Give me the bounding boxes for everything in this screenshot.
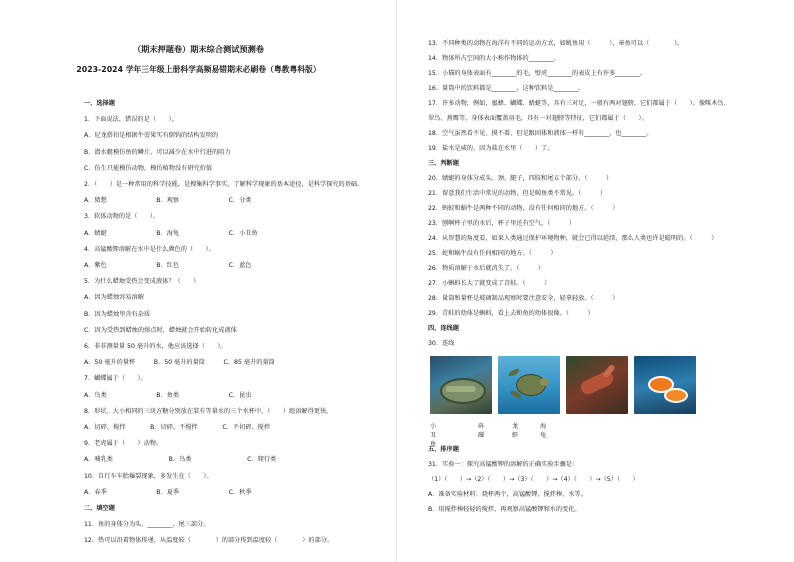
question-line: 23．刨啊杯子里的水后，杯子里还有空气。（ ） [428,220,576,227]
question-line: 1．下面说法，错误的是（ ）。 [84,116,178,124]
question-line: 12．热可以沿着物体传递，从温度较（ ）的部分传到温度较（ ）的部分。 [84,537,334,545]
question-line: 15．小猫的身体表面有________的毛，壁虎________的表皮上有许多________。 [428,70,647,77]
question-line: 18．空气虽然看不见、摸不着，但是跟固体和液体一样有________，也________。 [428,130,653,137]
question-line: 27．小蝌蚪长大了就变成了青蛙。（ ） [428,280,551,287]
question-line: A．紫色 B．红色 C．蓝色 [84,262,252,269]
page-divider [396,0,397,562]
section-heading: 四、连线题 [428,325,459,332]
question-line: 20．蜻蜓的身体分成头、颈、腿子，四肢和尾五个部分。（ ） [428,175,613,182]
question-line: 19．盐水是咸的，因为盐在水里（ ）了。 [428,145,554,152]
question-line: 5．为什么蜡烛受热会变成液体？（ ） [84,278,200,286]
matching-photos [430,356,696,414]
question-line: A．尼龙搭扣是根据牛蒡果实有倒钩的结构发明的 [84,132,219,140]
photo-clownfish[interactable] [634,356,696,414]
photo-sea-turtle[interactable] [498,356,560,414]
question-line: A．春季 B．夏季 C．秋季 [84,488,252,496]
caption-2: 砗磲 [478,423,485,439]
question-line: 13．不同种类的动物在海洋有不同的运动方式，如鱿鱼用（ ），章鱼可以（ ）。 [428,40,684,47]
section-heading: 三、判断题 [428,160,459,167]
page-title: （期末押题卷）期末综合测试预测卷 [132,44,264,54]
section-heading: 五、排序题 [428,446,459,453]
photo-giant-clam[interactable] [430,356,492,414]
question-line: A．50 毫升的量杯 B．50 毫升的量筒 C．85 毫升的量筒 [84,359,275,367]
question-line: 29．青蛙的幼体是蝌蚪，看上去和鱼的幼体很像。（ ） [428,310,594,317]
caption-4: 海龟 [540,423,547,439]
question-line: B．潜水艇模仿鱼的鳞片，可以减少在水中行进的阻力 [84,148,231,156]
caption-1: 小丑鱼 [430,423,437,448]
question-line: 28．量筒和量杯是玻璃制品观察时要注意安全，轻拿轻放。（ ） [428,295,619,302]
question-line: A．切碎、搅拌 B．切碎、不搅拌 C．不切碎、搅拌 [84,424,271,431]
question-line: A．准备实验材料：烧杯两个，高锰酸钾，搅拌棒，水等。 [428,491,587,498]
question-line: A．哺乳类 B．鸟类 C．爬行类 [84,456,277,464]
question-line: 3．软体动物的是（ ）。 [84,213,160,221]
question-line: 17．许多动物，例如，蜜蜂、蝴蝶、蜻蜓等，具有三对足，一般有两对翅膀，它们都属于（ ）。像啄木鸟、 [428,100,730,107]
question-line: 30．连线 [428,340,455,347]
question-line: 14．物体所占空间的大小称作物体的________。 [428,55,560,62]
question-line: C．仿生只能模仿动物，模仿植物没有研究价值 [84,164,213,172]
question-line: （1）（ ）→（2）（ ）→（3）（ ）→（4）（ ）→（5）（ ） [428,476,639,483]
question-line: 7．蝴蝶属于（ ）。 [84,375,147,383]
question-line: 9．老虎属于（ ）动物。 [84,440,163,448]
question-line: 31．实验一：探究高锰酸钾的溶解的正确实验步骤是： [428,461,579,468]
question-line: 11．鱼的身体分为头、________、尾三部分。 [84,521,210,529]
question-line: 6．非非测量量 50 毫升的水，他应该选择（ ）。 [84,343,227,350]
question-line: 4．高锰酸钾溶解在水中是什么颜色的（ ）。 [84,245,215,253]
question-line: 26．物质溶解于水后就消失了。（ ） [428,265,545,272]
section-heading: 一、选择题 [84,100,115,107]
question-line: A．因为蜡烛容易溶解 [84,294,144,302]
question-line: B．用搅拌棒轻轻的搅拌，再观察高锰酸钾和水的变化。 [428,506,581,513]
question-line: C．因为受热到蜡烛的熔点时，蜡烛就会开始转化成液体 [84,326,237,334]
question-line: 翠鸟、燕鹰等，身体表面覆盖羽毛，具有一对翅膀等特征，它们都属于（ ）。 [428,115,648,122]
section-heading: 二、填空题 [84,505,115,512]
question-line: 10．自行车车胎爆裂现象，多发生在（ ）。 [84,472,213,480]
question-line: 2．（ ）是一种常用的科学技能，是搜集科学事实，了解科学现象的基本途径，是科学探究的基础。 [84,181,364,188]
question-line: B．因为蜡烛里含有杂质 [84,310,151,318]
question-line: 21．留意我们生活中常见的动物，但是鲸鱼类不常见。（ ） [428,190,607,197]
question-line: 16．量筒中的饮料都是________，这种饮料是________。 [428,85,585,92]
question-line: A．蜻蜓 B．海龟 C．小丑鱼 [84,229,258,237]
question-line: A．猜想 B．观察 C．分类 [84,197,252,205]
question-line: A．鸟类 B．鱼类 C．昆虫 [84,391,252,399]
photo-lobster[interactable] [566,356,628,414]
question-line: 22．蚂蚁和蜗牛是两种不同的动物，没有任何相同的地方。（ ） [428,205,619,212]
page-subtitle: 2023-2024 学年三年级上册科学高频易错期末必刷卷（粤教粤科版） [76,65,321,74]
question-line: 24．从智慧的角度看，如果人类通过保护环境物种，就会已得以延续，那么人类也许是聪明的。（ ） [428,235,718,242]
caption-3: 龙虾 [512,423,519,439]
question-line: 8．形状、大小相同的三块方糖分别放在装有等量水的三个水杯中，（ ）组溶解得更快。 [84,407,333,415]
question-line: 25．蛇和蜗牛没有任何相同的地方。（ ） [428,250,557,257]
